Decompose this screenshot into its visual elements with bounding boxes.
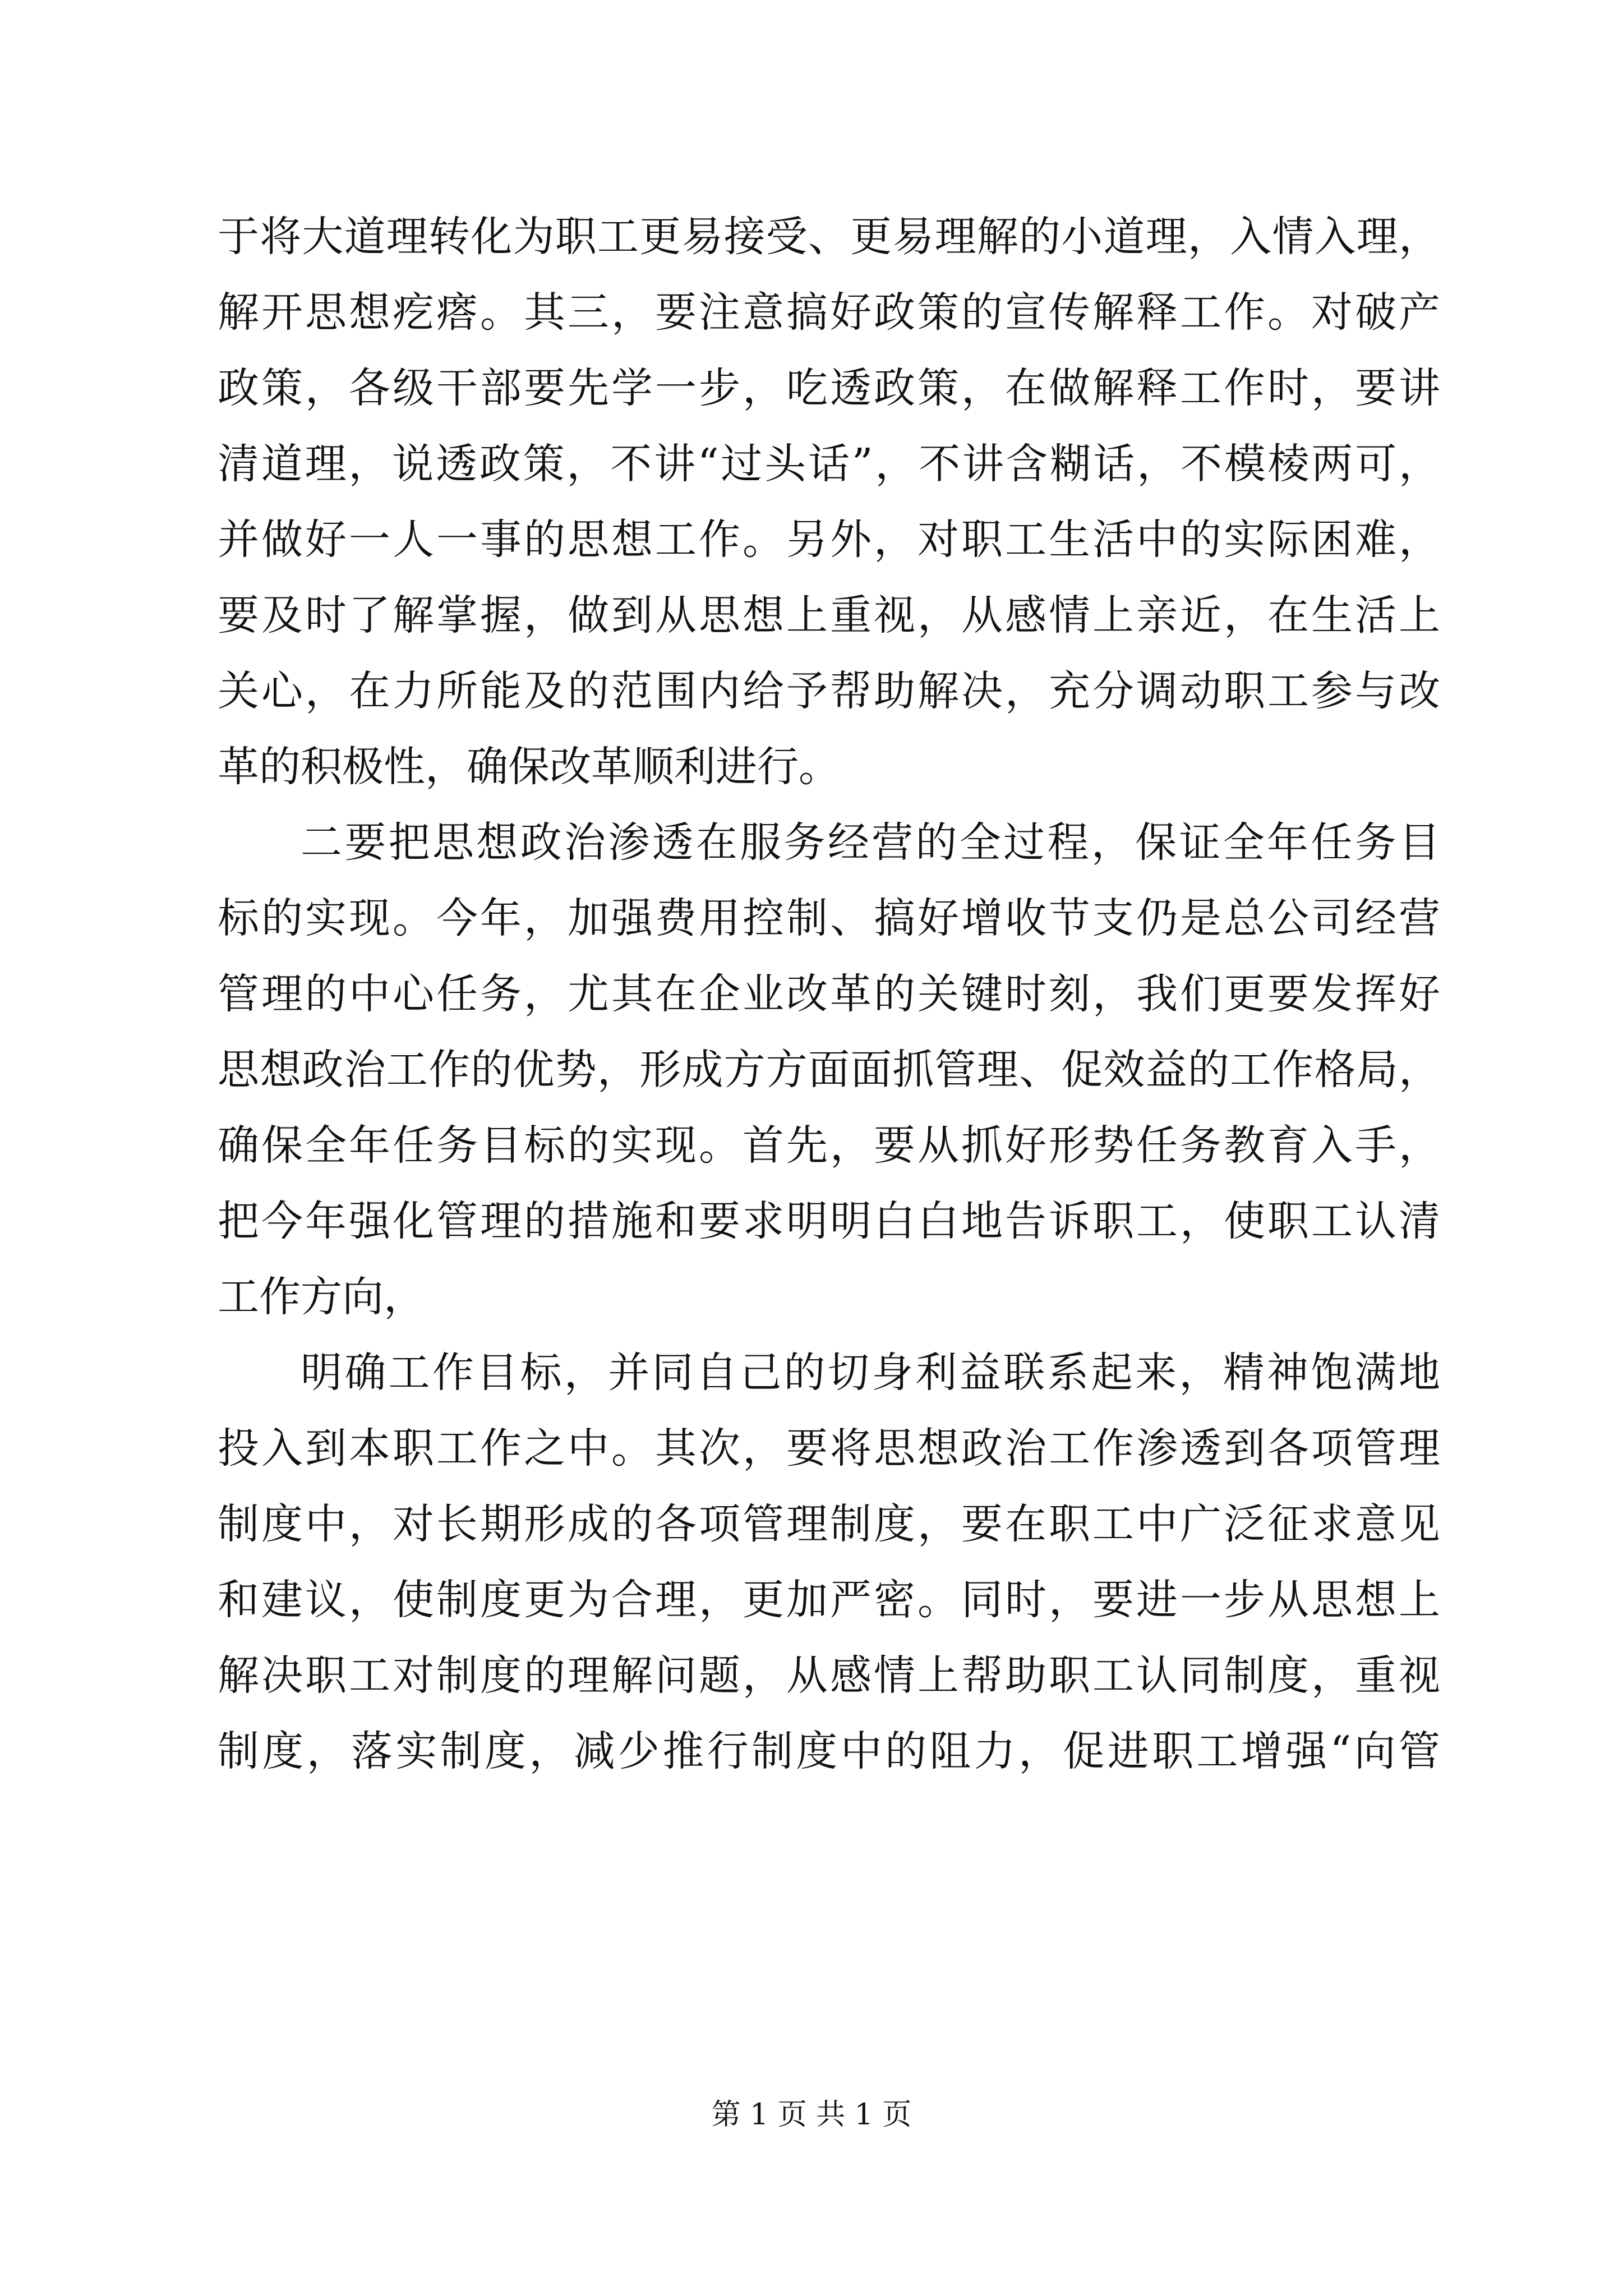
- text-line: 制度中，对长期形成的各项管理制度，要在职工中广泛征求意见: [218, 1500, 1440, 1548]
- text-line: 制度，落实制度，减少推行制度中的阻力，促进职工增强“向管: [218, 1727, 1440, 1775]
- text-line: 解开思想疙瘩。其三，要注意搞好政策的宣传解释工作。对破产: [218, 288, 1440, 337]
- text-line: 政策，各级干部要先学一步，吃透政策，在做解释工作时，要讲: [218, 364, 1440, 412]
- text-line: 管理的中心任务，尤其在企业改革的关键时刻，我们更要发挥好: [218, 970, 1440, 1018]
- text-line: 要及时了解掌握，做到从思想上重视，从感情上亲近，在生活上: [218, 591, 1440, 639]
- paragraph-first-line: 明确工作目标，并同自己的切身利益联系起来，精神饱满地: [301, 1349, 1440, 1397]
- text-line: 标的实现。今年，加强费用控制、搞好增收节支仍是总公司经营: [218, 894, 1440, 942]
- text-line: 把今年强化管理的措施和要求明明白白地告诉职工，使职工认清: [218, 1197, 1440, 1245]
- text-line: 确保全年任务目标的实现。首先，要从抓好形势任务教育入手，: [218, 1121, 1440, 1170]
- text-line: 并做好一人一事的思想工作。另外，对职工生活中的实际困难，: [218, 516, 1440, 564]
- text-line: 投入到本职工作之中。其次，要将思想政治工作渗透到各项管理: [218, 1424, 1440, 1473]
- text-line: 解决职工对制度的理解问题，从感情上帮助职工认同制度，重视: [218, 1651, 1440, 1700]
- text-line: 和建议，使制度更为合理，更加严密。同时，要进一步从思想上: [218, 1576, 1440, 1624]
- text-line: 工作方向，: [218, 1273, 425, 1321]
- text-line: 思想政治工作的优势，形成方方面面抓管理、促效益的工作格局，: [218, 1046, 1440, 1094]
- document-body: [218, 199, 1440, 1789]
- text-line: 关心，在力所能及的范围内给予帮助解决，充分调动职工参与改: [218, 667, 1440, 715]
- paragraph-first-line: 二要把思想政治渗透在服务经营的全过程，保证全年任务目: [301, 818, 1440, 867]
- text-line: 清道理，说透政策，不讲“过头话”，不讲含糊话，不模棱两可，: [218, 440, 1440, 488]
- page-footer: 第 1 页 共 1 页: [711, 2098, 912, 2132]
- text-line: 于将大道理转化为职工更易接受、更易理解的小道理，入情入理，: [218, 213, 1440, 261]
- text-line: 革的积极性，确保改革顺利进行。: [218, 743, 840, 791]
